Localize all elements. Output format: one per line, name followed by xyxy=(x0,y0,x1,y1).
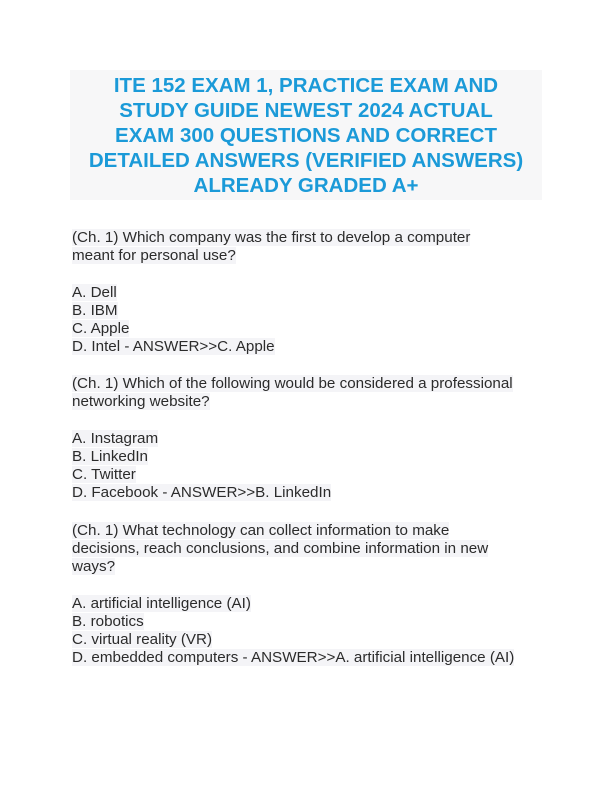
answer-option: D. Facebook - ANSWER>>B. LinkedIn xyxy=(72,484,332,502)
answer-option: C. Apple xyxy=(72,320,130,337)
answer-option: A. Dell xyxy=(72,283,117,301)
question-text: (Ch. 1) What technology can collect information to make xyxy=(72,522,450,539)
title-line: EXAM 300 QUESTIONS AND CORRECT xyxy=(115,124,497,147)
title-line: DETAILED ANSWERS (VERIFIED ANSWERS) xyxy=(88,149,524,172)
answer-option: A. artificial intelligence (AI) xyxy=(72,594,251,612)
question-text: meant for personal use? xyxy=(72,247,236,265)
title-line: STUDY GUIDE NEWEST 2024 ACTUAL xyxy=(119,99,493,122)
question-text: decisions, reach conclusions, and combine information in new xyxy=(72,540,489,558)
title-line: ITE 152 EXAM 1, PRACTICE EXAM AND xyxy=(113,74,499,97)
answer-option: B. LinkedIn xyxy=(72,447,148,465)
title-line: ALREADY GRADED A+ xyxy=(193,174,419,197)
question-block-1 xyxy=(72,229,552,356)
question-block-3 xyxy=(72,522,552,668)
answer-option: D. Intel - ANSWER>>C. Apple xyxy=(72,338,275,356)
question-text: networking website? xyxy=(72,393,210,411)
question-text: (Ch. 1) Which company was the first to develop a computer xyxy=(72,229,471,246)
answer-option: C. Twitter xyxy=(72,466,136,483)
answer-option: C. virtual reality (VR) xyxy=(72,631,213,649)
document-title xyxy=(70,73,542,198)
answer-option: A. Instagram xyxy=(72,429,159,447)
answer-option: B. robotics xyxy=(72,613,144,630)
question-text: ways? xyxy=(72,558,116,576)
question-text: (Ch. 1) Which of the following would be considered a professional xyxy=(72,375,513,392)
answer-option: D. embedded computers - ANSWER>>A. artificial intelligence (AI) xyxy=(72,649,515,667)
answer-option: B. IBM xyxy=(72,301,118,319)
question-block-2 xyxy=(72,375,552,502)
